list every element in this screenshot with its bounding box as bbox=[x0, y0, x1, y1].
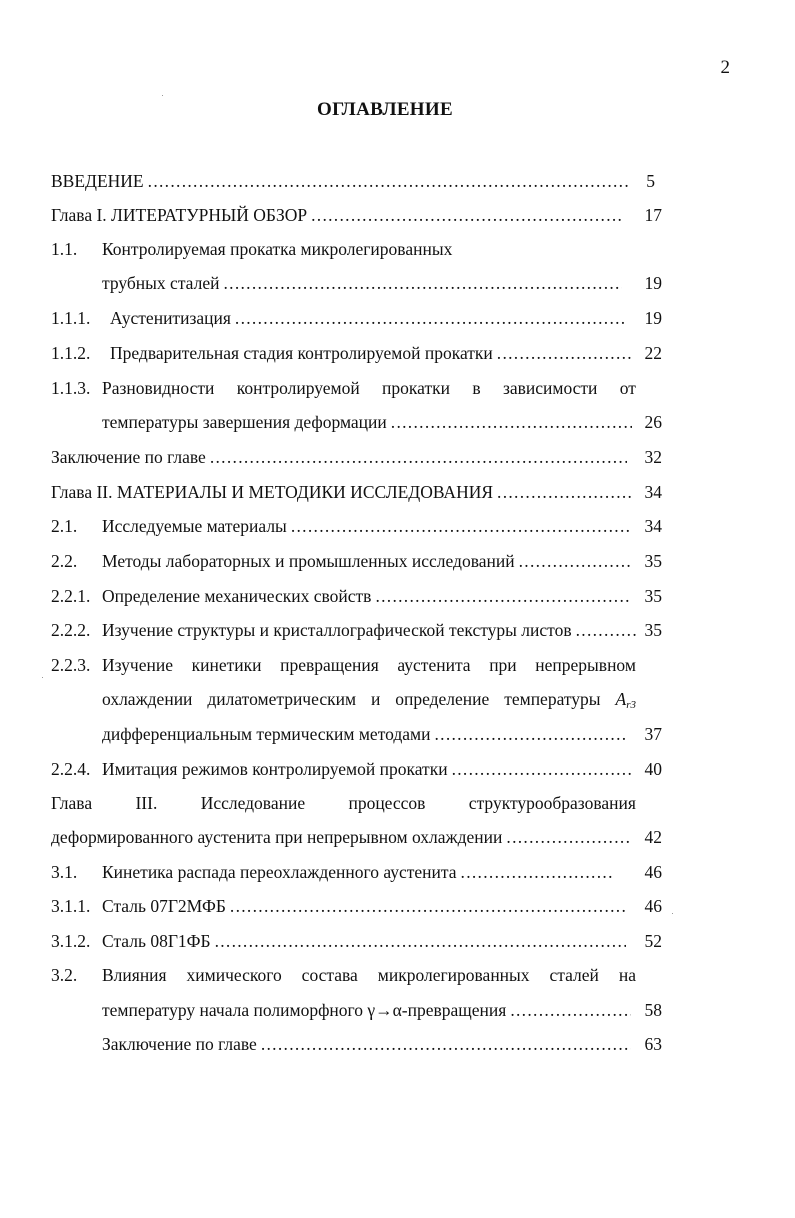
toc-page-number: 19 bbox=[644, 273, 662, 293]
dot-leader bbox=[391, 410, 632, 434]
dot-leader bbox=[235, 306, 626, 330]
dot-leader bbox=[461, 860, 612, 884]
toc-page-number: 17 bbox=[644, 205, 662, 225]
toc-page-number: 52 bbox=[644, 931, 662, 951]
dot-leader bbox=[497, 480, 631, 504]
symbol-main: A bbox=[615, 689, 627, 709]
toc-word: Изучение bbox=[102, 655, 173, 675]
dot-leader bbox=[230, 894, 626, 918]
toc-entry-3-2-cont bbox=[51, 998, 662, 1022]
toc-page-number: 35 bbox=[644, 551, 662, 571]
dot-leader bbox=[452, 757, 631, 781]
toc-entry-text: Имитация режимов контролируемой прокатки bbox=[102, 759, 448, 779]
toc-entry-number: 3.1.1. bbox=[51, 896, 91, 916]
toc-entry-text: Глава II. МАТЕРИАЛЫ И МЕТОДИКИ ИССЛЕДОВАНИЯ bbox=[51, 482, 494, 502]
page-title: ОГЛАВЛЕНИЕ bbox=[317, 99, 453, 120]
toc-entry-number: 1.1. bbox=[51, 239, 78, 259]
toc-word: превращения bbox=[280, 655, 379, 675]
toc-entry-1-1-cont bbox=[51, 271, 662, 295]
toc-entry-text: деформированного аустенита при непрерывном охлаждении bbox=[51, 827, 503, 847]
toc-entry-text: Определение механических свойств bbox=[102, 586, 372, 606]
toc-entry-text: ВВЕДЕНИЕ bbox=[51, 171, 144, 191]
toc-entry-2-2-3-cont bbox=[51, 687, 662, 711]
toc-entry-text: Контролируемая прокатка микролегированных bbox=[102, 239, 453, 259]
toc-word: и bbox=[370, 689, 381, 709]
toc-entry-2-1 bbox=[51, 514, 662, 538]
toc-entry-chapter-3 bbox=[51, 791, 662, 815]
toc-entry-text: Аустенитизация bbox=[110, 308, 231, 328]
toc-entry-number: 2.2.2. bbox=[51, 620, 91, 640]
toc-entry-text: Исследуемые материалы bbox=[102, 516, 287, 536]
toc-entry-chapter-1 bbox=[51, 203, 662, 227]
toc-page-number: 58 bbox=[644, 1000, 662, 1020]
toc-entry-3-2 bbox=[51, 963, 662, 987]
toc-entry-text: Сталь 08Г1ФБ bbox=[102, 931, 211, 951]
toc-entry-text: Глава I. ЛИТЕРАТУРНЫЙ ОБЗОР bbox=[51, 205, 308, 225]
dot-leader bbox=[261, 1032, 631, 1056]
toc-entry-number: 2.2.3. bbox=[51, 655, 91, 675]
dot-leader bbox=[434, 722, 626, 746]
toc-word: сталей bbox=[549, 965, 599, 985]
toc-word: процессов bbox=[348, 793, 426, 813]
toc-entry-3-1-1 bbox=[51, 894, 662, 918]
temperature-symbol bbox=[615, 687, 635, 717]
toc-entry-2-2 bbox=[51, 549, 662, 573]
scan-speck bbox=[672, 913, 673, 914]
toc-word: на bbox=[618, 965, 636, 985]
toc-word: структурообразования bbox=[468, 793, 636, 813]
toc-entry-number: 3.1. bbox=[51, 862, 78, 882]
toc-word: Влияния bbox=[102, 965, 167, 985]
toc-word: контролируемой bbox=[236, 378, 360, 398]
toc-word: кинетики bbox=[191, 655, 262, 675]
toc-entry-1-1-3 bbox=[51, 376, 662, 400]
toc-entry-2-2-3 bbox=[51, 653, 662, 677]
toc-entry-text: температуру начала полиморфного γ→α-превращения bbox=[102, 1000, 507, 1020]
toc-entry-2-2-2 bbox=[51, 618, 662, 642]
toc-word: прокатки bbox=[382, 378, 450, 398]
toc-page-number: 22 bbox=[644, 343, 662, 363]
dot-leader bbox=[510, 998, 631, 1022]
toc-page-number: 35 bbox=[644, 620, 662, 640]
toc-entry-text: Методы лабораторных и промышленных исследований bbox=[102, 551, 515, 571]
toc-entry-conclusion-1 bbox=[51, 445, 662, 469]
toc-page-number: 34 bbox=[644, 516, 662, 536]
toc-page-number: 35 bbox=[644, 586, 662, 606]
toc-word: Исследование bbox=[200, 793, 306, 813]
toc-entry-text: Кинетика распада переохлажденного аустенита bbox=[102, 862, 457, 882]
toc-entry-text: Заключение по главе bbox=[51, 447, 206, 467]
dot-leader bbox=[148, 169, 631, 193]
toc-word: дилатометрическим bbox=[207, 689, 357, 709]
toc-entry-text: Заключение по главе bbox=[102, 1034, 257, 1054]
toc-word: температуры bbox=[504, 689, 601, 709]
toc-page-number: 19 bbox=[644, 308, 662, 328]
toc-entry-number: 2.1. bbox=[51, 516, 78, 536]
dot-leader bbox=[210, 445, 627, 469]
toc-entry-number: 2.2.4. bbox=[51, 759, 91, 779]
dot-leader bbox=[291, 514, 631, 538]
toc-entry-1-1 bbox=[51, 237, 662, 261]
toc-entry-chapter-2 bbox=[51, 480, 662, 504]
dot-leader bbox=[223, 271, 622, 295]
toc-entry-conclusion-3 bbox=[51, 1032, 662, 1056]
toc-page-number: 5 bbox=[646, 171, 655, 191]
toc-word: от bbox=[619, 378, 636, 398]
toc-entry-number: 1.1.3. bbox=[51, 378, 91, 398]
toc-page-number: 34 bbox=[644, 482, 662, 502]
toc-entry-text: Изучение структуры и кристаллографической текстуры листов bbox=[102, 620, 572, 640]
dot-leader bbox=[375, 584, 631, 608]
toc-entry-text: температуры завершения деформации bbox=[102, 412, 387, 432]
scan-speck bbox=[42, 677, 43, 678]
symbol-subscript: r3 bbox=[626, 699, 636, 711]
toc-entry-text: Сталь 07Г2МФБ bbox=[102, 896, 226, 916]
toc-entry-number: 2.2. bbox=[51, 551, 78, 571]
toc-entry-1-1-3-cont bbox=[51, 410, 662, 434]
toc-page-number: 32 bbox=[644, 447, 662, 467]
toc-entry-text: Предварительная стадия контролируемой прокатки bbox=[110, 343, 493, 363]
toc-word: химического bbox=[186, 965, 282, 985]
dot-leader bbox=[519, 549, 631, 573]
toc-page-number: 42 bbox=[644, 827, 662, 847]
toc-word: микролегированных bbox=[377, 965, 530, 985]
dot-leader bbox=[311, 203, 623, 227]
toc-page-number: 46 bbox=[644, 896, 662, 916]
toc-entry-1-1-1 bbox=[51, 306, 662, 330]
toc-entry-number: 1.1.2. bbox=[51, 343, 91, 363]
toc-entry-3-1 bbox=[51, 860, 662, 884]
toc-entry-chapter-3-cont bbox=[51, 825, 662, 849]
toc-entry-2-2-4 bbox=[51, 757, 662, 781]
toc-entry-text: трубных сталей bbox=[102, 273, 220, 293]
toc-word: Разновидности bbox=[102, 378, 215, 398]
toc-entry-number: 2.2.1. bbox=[51, 586, 91, 606]
toc-word: Глава bbox=[51, 793, 93, 813]
toc-word: аустенита bbox=[397, 655, 471, 675]
toc-entry-1-1-2 bbox=[51, 341, 662, 365]
toc-word: состава bbox=[301, 965, 358, 985]
toc-word: в bbox=[472, 378, 481, 398]
toc-page-number: 46 bbox=[644, 862, 662, 882]
toc-page-number: 40 bbox=[644, 759, 662, 779]
toc-word: III. bbox=[135, 793, 158, 813]
toc-page-number: 63 bbox=[644, 1034, 662, 1054]
toc-word: при bbox=[489, 655, 517, 675]
toc-entry-number: 3.1.2. bbox=[51, 931, 91, 951]
dot-leader bbox=[497, 341, 631, 365]
toc-entry-intro bbox=[51, 169, 662, 193]
toc-word: определение bbox=[395, 689, 490, 709]
toc-word: охлаждении bbox=[102, 689, 193, 709]
toc-page-number: 37 bbox=[644, 724, 662, 744]
toc-page-number: 26 bbox=[644, 412, 662, 432]
toc-entry-number: 3.2. bbox=[51, 965, 78, 985]
page-number: 2 bbox=[720, 57, 730, 78]
toc-entry-3-1-2 bbox=[51, 929, 662, 953]
toc-word: непрерывном bbox=[535, 655, 636, 675]
toc-entry-2-2-3-cont2 bbox=[51, 722, 662, 746]
toc-entry-number: 1.1.1. bbox=[51, 308, 91, 328]
toc-word: зависимости bbox=[502, 378, 598, 398]
scan-speck bbox=[162, 95, 163, 96]
dot-leader bbox=[506, 825, 629, 849]
toc-entry-2-2-1 bbox=[51, 584, 662, 608]
dot-leader bbox=[576, 618, 638, 642]
dot-leader bbox=[215, 929, 626, 953]
toc-entry-text: дифференциальным термическим методами bbox=[102, 724, 431, 744]
